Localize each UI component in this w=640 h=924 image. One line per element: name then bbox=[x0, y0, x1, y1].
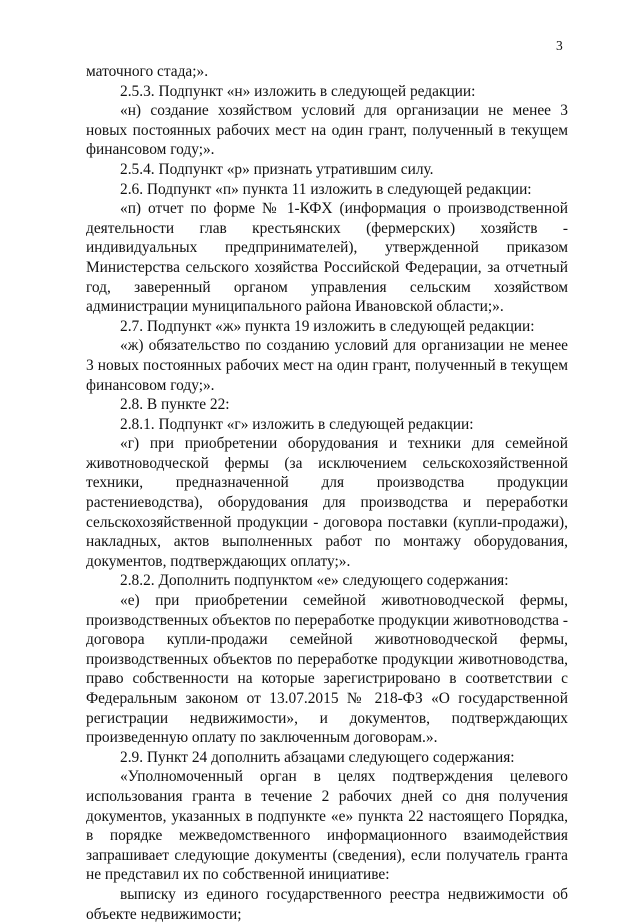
paragraph: «п) отчет по форме № 1-КФХ (информация о производственной деятельности глав крестьянских (фермерских) хозяйств - индивидуальных предпринимателей), утвержденной приказом Министерства сельского хозяйства Российской Федерации, за отчетный год, заверенный органом управления сельским хозяйством администрации муниципального района Ивановской области;». bbox=[86, 200, 568, 316]
paragraph: 2.6. Подпункт «п» пункта 11 изложить в следующей редакции: bbox=[120, 180, 532, 198]
paragraph: 2.8.2. Дополнить подпунктом «е» следующего содержания: bbox=[120, 572, 509, 590]
paragraph: 2.5.4. Подпункт «р» признать утратившим силу. bbox=[120, 160, 434, 178]
paragraph: выписку из единого государственного реестра недвижимости об объекте недвижимости; bbox=[86, 885, 568, 923]
paragraph: 2.8.1. Подпункт «г» изложить в следующей редакции: bbox=[120, 415, 474, 433]
paragraph: 2.8. В пункте 22: bbox=[120, 396, 230, 414]
paragraph: «г) при приобретении оборудования и техники для семейной животноводческой фермы (за исключением сельскохозяйственной техники, предназначенной для производства продукции растениеводства), оборудования для производства и переработки сельскохозяйственной продукции - договора поставки (купли-продажи), накладных, актов выполненных работ по монтажу оборудования, документов, подтверждающих оплату;». bbox=[86, 435, 568, 570]
paragraph: 2.7. Подпункт «ж» пункта 19 изложить в следующей редакции: bbox=[120, 317, 535, 335]
document-body bbox=[86, 62, 568, 924]
paragraph: «ж) обязательство по созданию условий для организации не менее 3 новых постоянных рабочих мест на один грант, полученный в текущем финансовом году;». bbox=[86, 337, 568, 394]
paragraph: «е) при приобретении семейной животноводческой фермы, производственных объектов по переработке продукции животноводства - договора купли-продажи семейной животноводческой фермы, производственных объектов по переработке продукции животноводства, право собственности на которые зарегистрировано в соответствии с Федеральным законом от 13.07.2015 № 218-ФЗ «О государственной регистрации недвижимости», и документов, подтверждающих произведенную оплату по заключенным договорам.». bbox=[86, 592, 568, 747]
paragraph: «Уполномоченный орган в целях подтверждения целевого использования гранта в течение 2 рабочих дней со дня получения документов, указанных в подпункте «е» пункта 22 настоящего Порядка, в порядке межведомственного информационного взаимодействия запрашивает следующие документы (сведения), если получатель гранта не представил их по собственной инициативе: bbox=[86, 768, 568, 884]
paragraph: 2.9. Пункт 24 дополнить абзацами следующего содержания: bbox=[120, 748, 515, 766]
paragraph: «н) создание хозяйством условий для организации не менее 3 новых постоянных рабочих мест на один грант, полученный в текущем финансовом году;». bbox=[86, 102, 568, 159]
paragraph: 2.5.3. Подпункт «н» изложить в следующей редакции: bbox=[120, 82, 476, 100]
paragraph: маточного стада;». bbox=[86, 63, 209, 80]
page-number: 3 bbox=[556, 38, 563, 53]
